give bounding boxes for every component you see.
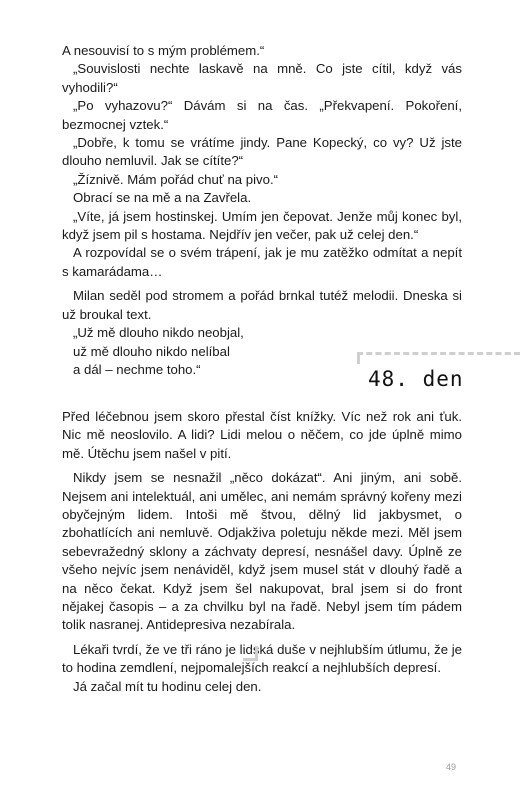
- paragraph: A nesouvisí to s mým problémem.“: [62, 43, 265, 58]
- paragraph: A rozpovídal se o svém trápení, jak je mu zatěžko odmítat a nepít s kamarádama…: [62, 245, 462, 279]
- bottom-text-block: [62, 408, 462, 696]
- poem-line: už mě dlouho nikdo nelíbal: [73, 343, 230, 359]
- paragraph: Před léčebnou jsem skoro přestal číst knížky. Víc než rok ani ťuk. Nic mě neoslovilo. A lidi? Lidi melou o něčem, co jde úplně mimo mě. Útěchu jsem našel v pití.: [62, 409, 462, 461]
- poem-line: a dál – nechme toho.“: [73, 361, 201, 377]
- paragraph: Milan seděl pod stromem a pořád brnkal tutéž melodii. Dneska si už broukal text.: [62, 288, 462, 322]
- paragraph: Nikdy jsem se nesnažil „něco dokázat“. Ani jiným, ani sobě. Nejsem ani intelektuál, ani umělec, ani nemám správný kořeny mezi obyčejným lidem. Intoši mě štvou, dělný lid jakbysmet, o zbohatlících ani nemluvě. Odjakživa poletuju někde mezi. Měl jsem sebevražedný sklony a záchvaty depresí, nesnášel davy. Úplně ze všeho nejvíc jsem nenáviděl, když jsem musel stát v dlouhý řadě a na něco čekat. Když jsem šel nakupovat, bral jsem si do front nějakej časopis – a za chvilku byl na řadě. Nebyl jsem tím pádem tolik nasranej. Antidepresiva nezabírala.: [62, 470, 462, 633]
- paragraph: „Dobře, k tomu se vrátíme jindy. Pane Kopecký, co vy? Už jste dlouho nemluvil. Jak se cítíte?“: [62, 135, 462, 169]
- paragraph: Lékaři tvrdí, že ve tři ráno je lidská duše v nejhlubším útlumu, že je to hodina zemdlení, nejpomalejších reakcí a nejhlubších depresí.: [62, 641, 462, 676]
- page-number: 49: [446, 762, 457, 772]
- paragraph: „Žíznivě. Mám pořád chuť na pivo.“: [73, 171, 279, 187]
- section-end-mark: [243, 646, 258, 661]
- poem-line: „Už mě dlouho nikdo neobjal,: [73, 325, 244, 341]
- paragraph: „Víte, já jsem hostinskej. Umím jen čepovat. Jenže můj konec byl, když jsem pil s hostama. Nejdřív jen večer, pak už celej den.“: [62, 208, 462, 243]
- top-text-block: [62, 42, 462, 379]
- paragraph: „Souvislosti nechte laskavě na mně. Co jste cítil, když vás vyhodili?“: [62, 61, 462, 95]
- paragraph: Já začal mít tu hodinu celej den.: [73, 678, 262, 694]
- chapter-frame-top: [357, 352, 520, 355]
- paragraph: Obrací se na mě a na Zavřela.: [73, 190, 252, 206]
- paragraph: „Po vyhazovu?“ Dávám si na čas. „Překvapení. Pokoření, bezmocnej vztek.“: [62, 98, 462, 132]
- chapter-title: 48. den: [368, 367, 464, 391]
- chapter-frame-left: [357, 352, 360, 364]
